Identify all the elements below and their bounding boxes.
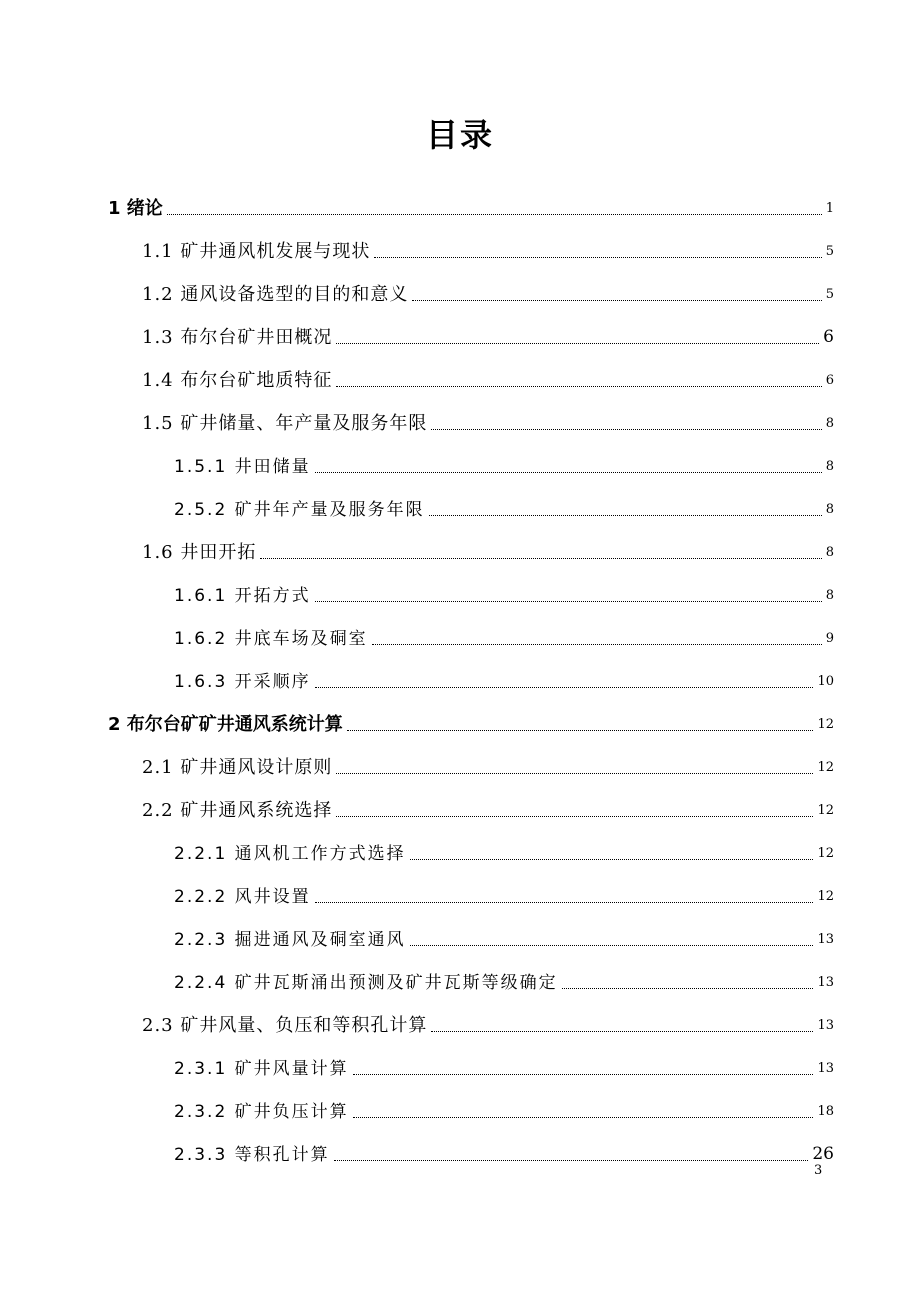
toc-entry-page: 6 (823, 327, 834, 347)
dot-leader (315, 686, 814, 688)
toc-entry-label: 1.4 布尔台矿地质特征 (142, 370, 333, 391)
toc-entry-label: 2.2.1 通风机工作方式选择 (174, 844, 406, 864)
toc-entry-1-4[interactable] (142, 362, 834, 392)
page-title: 目录 (425, 116, 494, 154)
toc-entry-page: 13 (817, 932, 834, 947)
toc-entry-2-5-2[interactable] (174, 491, 834, 521)
toc-entry-2-2[interactable] (142, 792, 834, 822)
toc-entry-page: 6 (825, 373, 834, 388)
toc-entry-label: 2.2.3 掘进通风及硐室通风 (174, 930, 406, 950)
toc-entry-page: 12 (817, 889, 834, 904)
toc-entry-page: 8 (825, 502, 834, 517)
toc-entry-page: 13 (817, 1061, 834, 1076)
toc-entry-2-3-1[interactable] (174, 1050, 834, 1080)
toc-entry-page: 8 (825, 588, 834, 603)
toc-entry-2-3-2[interactable] (174, 1093, 834, 1123)
toc-entry-page: 9 (825, 631, 834, 646)
toc-entry-2-2-3[interactable] (174, 921, 834, 951)
toc-entry-page: 8 (825, 545, 834, 560)
page-number: 3 (814, 1163, 823, 1178)
dot-leader (562, 987, 814, 989)
dot-leader (431, 428, 821, 430)
toc-entry-2-1[interactable] (142, 749, 834, 779)
toc-entry-label: 1 绪论 (108, 198, 163, 219)
toc-entry-2-2-1[interactable] (174, 835, 834, 865)
toc-entry-2-2-2[interactable] (174, 878, 834, 908)
dot-leader (353, 1073, 814, 1075)
toc-entry-label: 2.1 矿井通风设计原则 (142, 757, 333, 778)
dot-leader (347, 729, 814, 731)
dot-leader (410, 944, 814, 946)
toc-entry-page: 12 (817, 717, 834, 732)
dot-leader (315, 471, 822, 473)
dot-leader (260, 557, 821, 559)
toc-entry-label: 1.6.2 井底车场及硐室 (174, 629, 368, 649)
dot-leader (336, 385, 821, 387)
dot-leader (374, 256, 821, 258)
toc-entry-label: 2.2.4 矿井瓦斯涌出预测及矿井瓦斯等级确定 (174, 973, 558, 993)
toc-entry-page: 5 (825, 287, 834, 302)
toc-entry-page: 13 (817, 1018, 834, 1033)
toc-entry-page: 18 (817, 1104, 834, 1119)
toc-entry-label: 2.2.2 风井设置 (174, 887, 311, 907)
toc-entry-label: 1.2 通风设备选型的目的和意义 (142, 284, 409, 305)
toc-entry-1-6-1[interactable] (174, 577, 834, 607)
dot-leader (429, 514, 822, 516)
toc-entry-label: 1.5.1 井田储量 (174, 457, 311, 477)
toc-entry-1-1[interactable] (142, 233, 834, 263)
dot-leader (412, 299, 821, 301)
dot-leader (315, 600, 822, 602)
dot-leader (410, 858, 814, 860)
toc-entry-1-5[interactable] (142, 405, 834, 435)
toc-entry-label: 1.6.1 开拓方式 (174, 586, 311, 606)
toc-entry-1-6[interactable] (142, 534, 834, 564)
toc-entry-page: 10 (817, 674, 834, 689)
toc-entry-label: 1.6.3 开采顺序 (174, 672, 311, 692)
dot-leader (334, 1159, 809, 1161)
toc-entry-label: 2.2 矿井通风系统选择 (142, 800, 333, 821)
toc-entry-page: 1 (825, 201, 834, 216)
toc-entry-2-3-3[interactable] (174, 1136, 834, 1166)
toc-entry-label: 1.6 井田开拓 (142, 542, 257, 563)
toc-entry-page: 26 (812, 1144, 834, 1164)
dot-leader (431, 1030, 813, 1032)
toc-entry-label: 2.5.2 矿井年产量及服务年限 (174, 500, 425, 520)
toc-entry-page: 8 (825, 459, 834, 474)
toc-entry-page: 5 (825, 244, 834, 259)
toc-entry-page: 12 (817, 760, 834, 775)
dot-leader (336, 772, 813, 774)
toc-entry-label: 2.3 矿井风量、负压和等积孔计算 (142, 1015, 428, 1036)
toc-entry-label: 2 布尔台矿矿井通风系统计算 (108, 714, 343, 735)
toc-entry-label: 2.3.1 矿井风量计算 (174, 1059, 349, 1079)
toc-entry-page: 12 (817, 803, 834, 818)
toc-entry-1-6-2[interactable] (174, 620, 834, 650)
dot-leader (353, 1116, 814, 1118)
toc-entry-1-6-3[interactable] (174, 663, 834, 693)
toc-entry-label: 1.5 矿井储量、年产量及服务年限 (142, 413, 428, 434)
toc-entry-2[interactable] (108, 706, 834, 736)
toc-entry-2-2-4[interactable] (174, 964, 834, 994)
toc-entry-label: 1.3 布尔台矿井田概况 (142, 327, 333, 348)
toc-entry-label: 1.1 矿井通风机发展与现状 (142, 241, 371, 262)
dot-leader (315, 901, 814, 903)
toc-entry-page: 13 (817, 975, 834, 990)
dot-leader (372, 643, 822, 645)
toc-entry-1-5-1[interactable] (174, 448, 834, 478)
dot-leader (336, 342, 819, 344)
dot-leader (167, 213, 822, 215)
toc-entry-1-2[interactable] (142, 276, 834, 306)
toc-entry-1[interactable] (108, 190, 834, 220)
toc-entry-label: 2.3.2 矿井负压计算 (174, 1102, 349, 1122)
toc-entry-label: 2.3.3 等积孔计算 (174, 1145, 330, 1165)
toc-entry-page: 8 (825, 416, 834, 431)
toc-entry-page: 12 (817, 846, 834, 861)
toc-entry-2-3[interactable] (142, 1007, 834, 1037)
dot-leader (336, 815, 813, 817)
toc-entry-1-3[interactable] (142, 319, 834, 349)
